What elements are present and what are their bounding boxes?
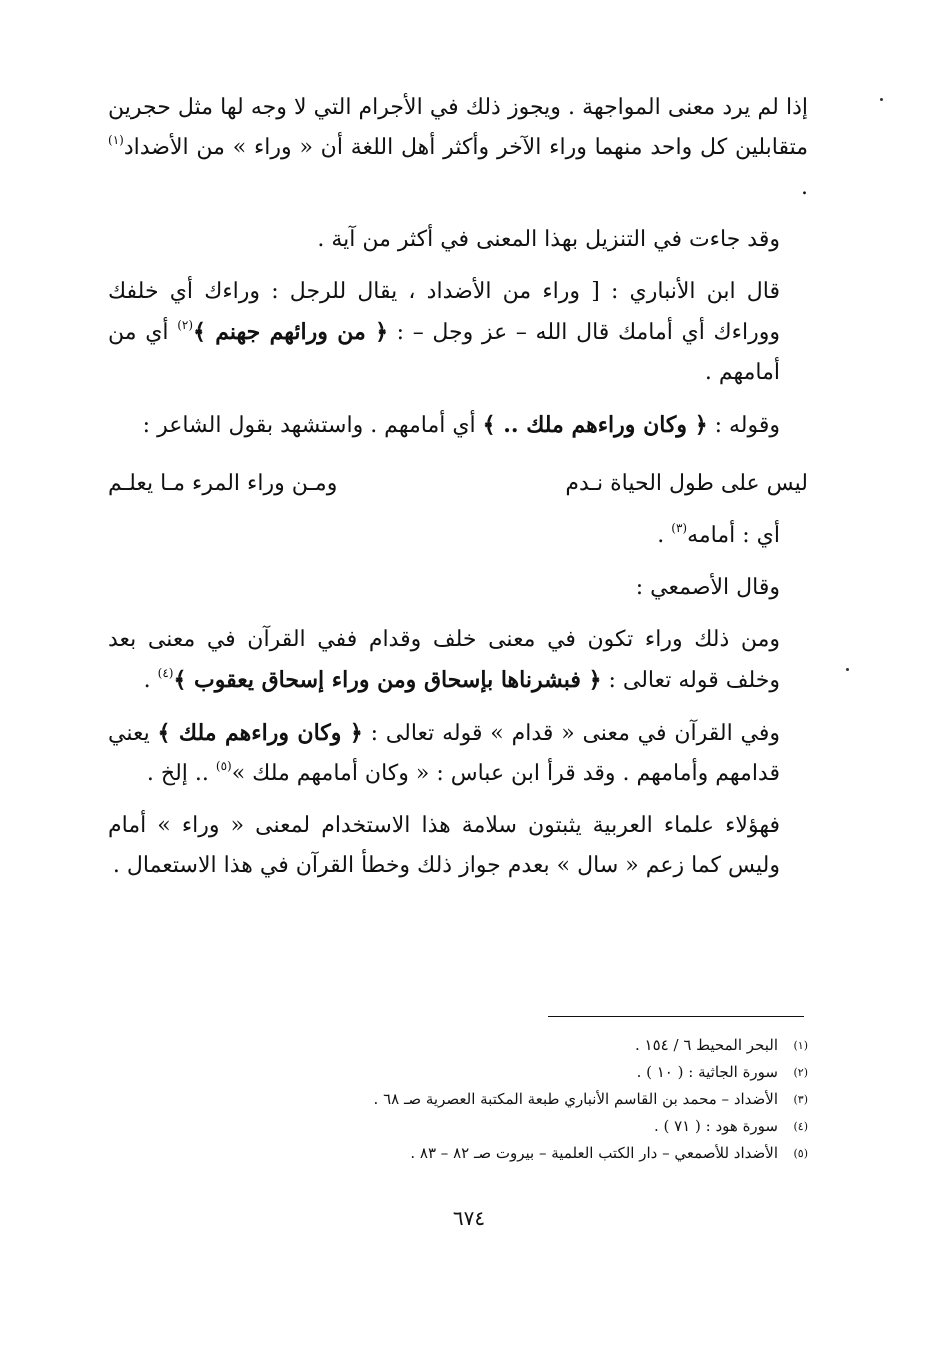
footnote-text: سورة الجاثية : ( ١٠ ) . <box>636 1063 778 1081</box>
paragraph-7-text: ومن ذلك وراء تكون في معنى خلف وقدام ففي القرآن في معنى بعد وخلف قوله تعالى : <box>108 627 780 693</box>
footnote-ref-2: (٢) <box>177 318 194 332</box>
footnote-text: الأضداد – محمد بن القاسم الأنباري طبعة المكتبة العصرية صـ ٦٨ . <box>373 1090 778 1108</box>
paragraph-6: وقال الأصمعي : <box>635 575 780 600</box>
footnote-ref-3: (٣) <box>671 521 688 535</box>
paragraph-1 <box>108 88 808 208</box>
footnote-text: البحر المحيط ٦ / ١٥٤ . <box>635 1036 778 1054</box>
paragraph-4-text: وقوله : <box>707 413 780 438</box>
footnote-item <box>290 1032 808 1059</box>
scan-speck <box>880 98 883 101</box>
footnote-item <box>290 1113 808 1140</box>
paragraph-2: وقد جاءت في التنزيل بهذا المعنى في أكثر من آية . <box>317 227 780 252</box>
footnote-divider <box>548 1016 804 1017</box>
poem-verse <box>108 464 808 504</box>
paragraph-4-text-end: أي أمامهم . واستشهد بقول الشاعر : <box>142 413 483 438</box>
quran-quote-3: ﴿ فبشرناها بإسحاق ومن وراء إسحاق يعقوب ﴾ <box>173 667 602 693</box>
paragraph-7-end: . <box>143 668 158 693</box>
page-body <box>108 88 808 886</box>
paragraph-8-text: وفي القرآن في معنى « قدام » قوله تعالى : <box>362 721 780 746</box>
paragraph-7 <box>108 620 808 701</box>
footnote-number: (٥) <box>793 1147 808 1160</box>
paragraph-3-text-end: أي من أمامهم . <box>108 320 780 385</box>
paragraph-4 <box>108 405 808 446</box>
paragraph-8-text-mid: يعني قدامهم وأمامهم . وقد قرأ ابن عباس : « وكان أمامهم ملك » <box>108 721 780 786</box>
paragraph-3 <box>108 272 808 393</box>
paragraph-9: فهؤلاء علماء العربية يثبتون سلامة هذا الاستخدام لمعنى « وراء » أمام وليس كما زعم « سال » بعدم جواز ذلك وخطأ القرآن في هذا الاستعمال . <box>108 813 780 878</box>
footnote-number: (٣) <box>793 1093 808 1106</box>
footnote-number: (٤) <box>793 1120 808 1133</box>
paragraph-5-text: أي : أمامه <box>687 523 780 548</box>
paragraph-5 <box>108 516 808 556</box>
footnote-number: (١) <box>793 1039 808 1052</box>
paragraph-8 <box>108 713 808 794</box>
poem-hemistich-right: ليس على طول الحياة نـدم <box>565 471 808 496</box>
footnote-item <box>290 1140 808 1167</box>
footnote-item <box>290 1086 808 1113</box>
paragraph-1-text: إذا لم يرد معنى المواجهة . ويجوز ذلك في الأجرام التي لا وجه لها مثل حجرين متقابلين كل واحد منهما وراء الآخر وأكثر أهل اللغة أن « وراء » من الأضداد <box>108 95 808 160</box>
poem-hemistich-left: ومـن وراء المرء مـا يعلـم <box>108 471 338 496</box>
footnote-ref-4: (٤) <box>157 666 174 680</box>
paragraph-3-text: قال ابن الأنباري : [ وراء من الأضداد ، يقال للرجل : وراءك أي خلفك ووراءك أي أمامك قال الله – عز وجل – : <box>108 279 780 345</box>
paragraph-8-end: .. إلخ . <box>146 761 216 786</box>
footnotes <box>290 1032 808 1167</box>
quran-quote-2: ﴿ وكان وراءهم ملك .. ﴾ <box>482 412 708 438</box>
paragraph-1-end: . <box>801 175 808 200</box>
paragraph-5-end: . <box>657 523 672 548</box>
footnote-ref-5: (٥) <box>215 759 232 773</box>
footnote-number: (٢) <box>793 1066 808 1079</box>
quran-quote-4: ﴿ وكان وراءهم ملك ﴾ <box>157 720 363 746</box>
footnote-ref-1: (١) <box>108 133 124 147</box>
footnote-item <box>290 1059 808 1086</box>
page-number: ٦٧٤ <box>452 1206 486 1230</box>
scan-speck <box>846 668 849 671</box>
footnote-text: سورة هود : ( ٧١ ) . <box>653 1117 778 1135</box>
footnote-text: الأضداد للأصمعي – دار الكتب العلمية – بيروت صـ ٨٢ – ٨٣ . <box>410 1144 778 1162</box>
quran-quote-1: ﴿ من ورائهم جهنم ﴾ <box>193 319 388 345</box>
